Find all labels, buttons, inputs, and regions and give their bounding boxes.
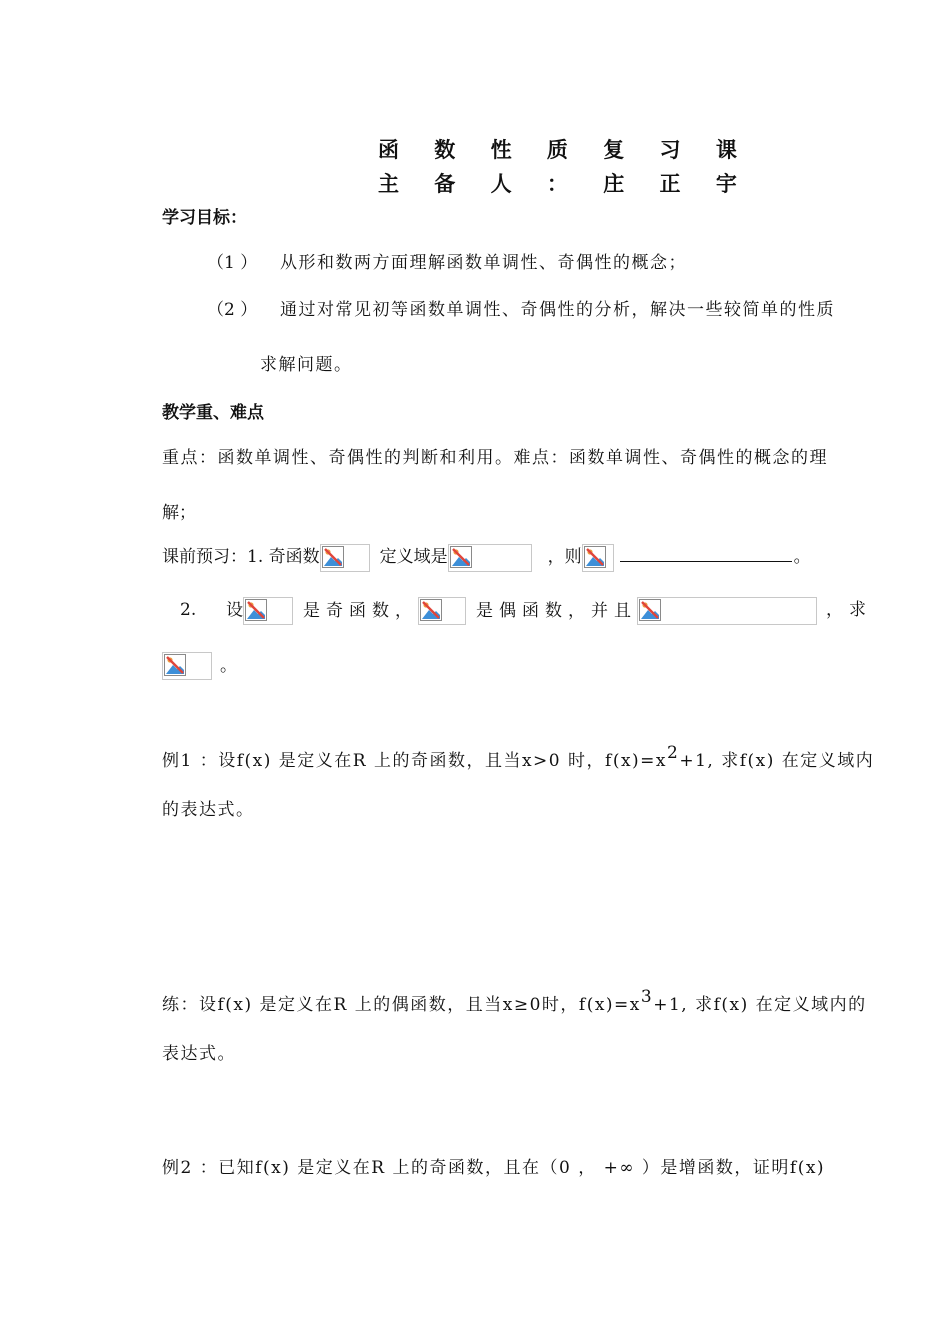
preview-line-2-cont (162, 652, 237, 680)
preview-line-2 (226, 597, 817, 625)
practice-text-b: +1, 求f(x) 在定义域内的 (653, 995, 867, 1015)
example-1 (162, 743, 875, 774)
answer-blank (620, 543, 792, 562)
broken-image-icon (164, 654, 186, 676)
example-1-text-b: +1, 求f(x) 在定义域内 (679, 751, 875, 771)
practice-exponent: 3 (640, 987, 654, 1007)
preview-1-text-c: ，则 (547, 547, 582, 567)
goal-2-number: （2 ） (207, 300, 258, 320)
goal-2-continuation: 求解问题。 (260, 355, 353, 375)
key-points-line-2: 解； (162, 503, 196, 523)
broken-image-icon (584, 546, 606, 568)
formula-image (162, 652, 212, 680)
broken-image-icon (450, 546, 472, 568)
key-points-line-1: 重点：函数单调性、奇偶性的判断和利用。难点：函数单调性、奇偶性的概念的理 (162, 448, 828, 468)
author-line: 主 备 人 ： 庄 正 宇 (378, 171, 751, 196)
preview-2-end: 。 (220, 655, 237, 676)
example-2: 例2 ：已知f(x) 是定义在R 上的奇函数，且在（0 ， +∞ ）是增函数，证明f(x) (162, 1158, 826, 1178)
practice-line-2: 表达式。 (162, 1044, 236, 1064)
practice (162, 987, 867, 1018)
goal-1-text: 从形和数两方面理解函数单调性、奇偶性的概念； (280, 253, 687, 273)
preview-1-text-a: 课前预习：1. 奇函数 (162, 547, 320, 567)
formula-image (320, 544, 370, 572)
goal-2-text: 通过对常见初等函数单调性、奇偶性的分析，解决一些较简单的性质 (280, 300, 835, 320)
goal-1-number: （1 ） (207, 253, 258, 273)
preview-line-1 (162, 543, 811, 572)
formula-image (448, 544, 532, 572)
formula-image (243, 597, 293, 625)
preview-1-end: 。 (793, 547, 811, 567)
key-points-heading: 教学重、难点 (162, 403, 264, 423)
preview-2-number: 2. (180, 600, 197, 620)
practice-text-a: 练：设f(x) 是定义在R 上的偶函数，且当x≥0时，f(x)=x (162, 995, 641, 1015)
broken-image-icon (322, 546, 344, 568)
preview-2-text-b: 是奇函数， (303, 600, 418, 621)
formula-image (637, 597, 817, 625)
preview-2-text-a: 设 (226, 600, 243, 621)
preview-1-text-b: 定义域是 (379, 547, 448, 567)
formula-image (582, 544, 614, 572)
broken-image-icon (639, 599, 661, 621)
goals-heading: 学习目标： (162, 208, 247, 228)
page-title: 函 数 性 质 复 习 课 (378, 137, 751, 162)
example-1-line-2: 的表达式。 (162, 800, 255, 820)
preview-2-text-d: ，求 (826, 600, 872, 620)
formula-image (418, 597, 466, 625)
broken-image-icon (245, 599, 267, 621)
broken-image-icon (420, 599, 442, 621)
example-1-exponent: 2 (667, 743, 680, 763)
example-1-text-a: 例1 ：设f(x) 是定义在R 上的奇函数，且当x>0 时，f(x)=x (162, 751, 667, 771)
preview-2-text-c: 是偶函数，并且 (476, 600, 637, 621)
